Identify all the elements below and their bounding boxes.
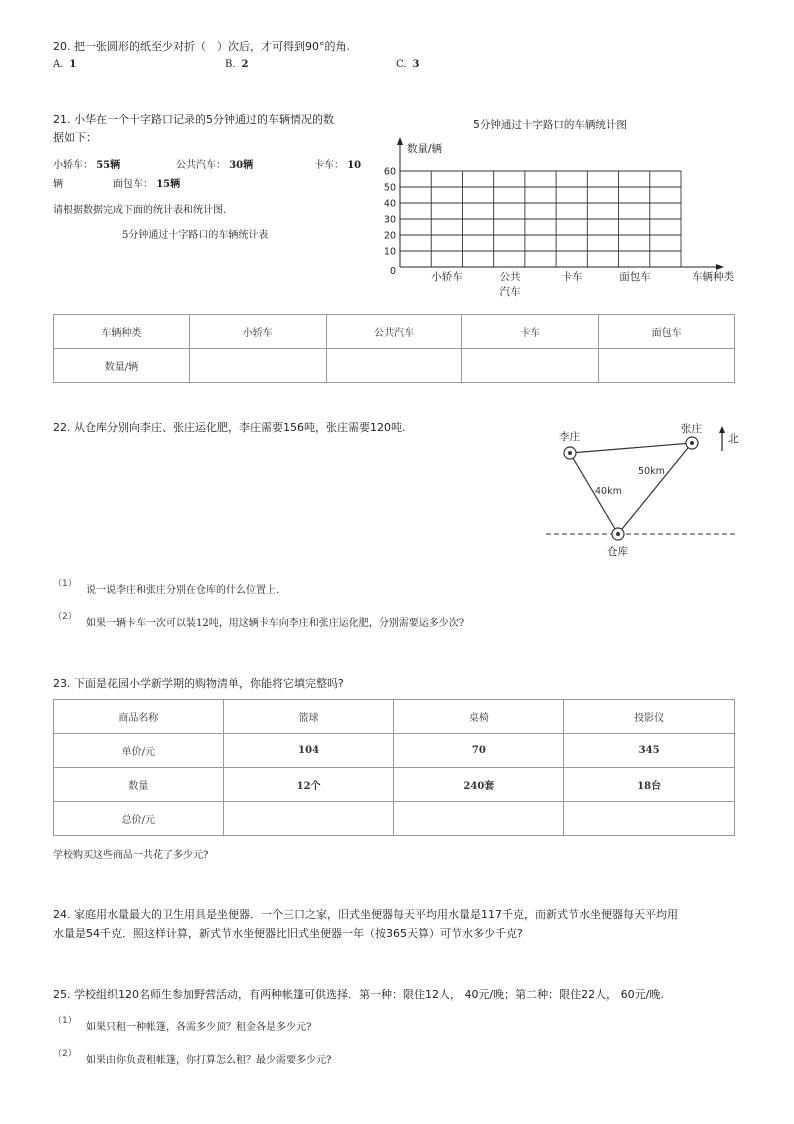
- data-label: 卡车：: [314, 160, 344, 171]
- table-header-cell: 面包车: [599, 315, 735, 349]
- table-header-row: [54, 315, 735, 349]
- shopping-list-table: [53, 699, 735, 836]
- q22-text: 22. 从仓库分别向李庄、张庄运化肥，李庄需要156吨，张庄需要120吨.: [53, 421, 406, 434]
- table-cell-blank[interactable]: [462, 349, 599, 383]
- chart-x-axis-arrow: [716, 264, 724, 270]
- option-value: 3: [412, 59, 420, 70]
- cangku-marker-icon: [612, 528, 624, 540]
- table-row-label: 总价/元: [54, 802, 224, 836]
- q25-sub2-number: （2）: [53, 1049, 77, 1059]
- data-value: 30辆: [229, 160, 254, 171]
- table-cell-blank[interactable]: [564, 802, 735, 836]
- table-row-label: 数量: [54, 768, 224, 802]
- chart-x-tick-label: 卡车: [561, 271, 583, 283]
- q25-sub1-text: 如果只租一种帐篷，各需多少顶？租金各是多少元?: [86, 1022, 312, 1033]
- chart-x-tick-label: 汽车: [499, 286, 521, 298]
- chart-x-tick-label: 小轿车: [431, 271, 463, 283]
- chart-y-axis-label: 数量/辆: [407, 143, 443, 155]
- q25-sub1-number: （1）: [53, 1016, 77, 1026]
- q24-line2: 水量是54千克．照这样计算，新式节水坐便器比旧式坐便器一年（按365天算）可节水多少千克?: [53, 927, 523, 940]
- chart-x-axis-label: 车辆种类: [692, 271, 734, 283]
- map-distance-right: 50km: [638, 466, 665, 477]
- table-header-row: [54, 700, 735, 734]
- table-cell-blank[interactable]: [326, 349, 462, 383]
- table-cell: 70: [394, 734, 564, 768]
- table-row-label: 数量/辆: [54, 349, 190, 383]
- q23-question: 学校购买这些商品一共花了多少元?: [53, 850, 209, 861]
- map-distance-left: 40km: [595, 486, 622, 497]
- route-cangku-zhangzhuang: [618, 443, 692, 534]
- table-row: [54, 734, 735, 768]
- q21-text-line2: 据如下：: [53, 131, 97, 144]
- q22-sub1-text: 说一说李庄和张庄分别在仓库的什么位置上.: [86, 585, 280, 596]
- chart-y-tick-label: 50: [383, 182, 396, 194]
- chart-y-tick-label: 20: [383, 230, 396, 242]
- table-cell-blank[interactable]: [394, 802, 564, 836]
- table-header-cell: 车辆种类: [54, 315, 190, 349]
- chart-y-tick-label: 0: [389, 266, 396, 277]
- zhangzhuang-marker-icon: [686, 437, 698, 449]
- chart-y-tick-label: 60: [383, 166, 396, 178]
- lizhuang-marker-icon: [564, 447, 576, 459]
- q22-sub1-number: （1）: [53, 579, 77, 589]
- table-header-cell: 篮球: [223, 700, 394, 734]
- q21-table-title: 5分钟通过十字路口的车辆统计表: [122, 230, 269, 241]
- data-label: 小轿车：: [53, 160, 93, 171]
- table-cell-blank[interactable]: [599, 349, 735, 383]
- q21-data-car: [53, 156, 120, 171]
- chart-x-tick-label: 面包车: [619, 271, 651, 283]
- chart-x-tick-label: 公共: [499, 271, 521, 283]
- q25-text: 25. 学校组织120名师生参加野营活动，有两种帐篷可供选择．第一种：限住12人， 40元/晚；第二种：限住22人， 60元/晚.: [53, 988, 664, 1001]
- q20-text: 20. 把一张圆形的纸至少对折（ ）次后，才可得到90°的角.: [53, 40, 350, 53]
- table-row-label: 单价/元: [54, 734, 224, 768]
- route-lizhuang-zhangzhuang: [570, 443, 692, 453]
- vehicle-stats-table: [53, 314, 735, 383]
- map-label-zhangzhuang: 张庄: [681, 423, 702, 435]
- table-header-cell: 商品名称: [54, 700, 224, 734]
- location-map: [540, 418, 760, 564]
- data-value: 55辆: [96, 160, 121, 171]
- q20-option-b: [225, 59, 249, 70]
- table-header-cell: 投影仪: [564, 700, 735, 734]
- q22-sub2-text: 如果一辆卡车一次可以装12吨，用这辆卡车向李庄和张庄运化肥，分别需要运多少次?: [86, 618, 465, 629]
- table-cell: 18台: [564, 768, 735, 802]
- option-letter: B.: [225, 59, 236, 70]
- table-cell: 104: [223, 734, 394, 768]
- q23-text: 23. 下面是花园小学新学期的购物清单，你能将它填完整吗?: [53, 677, 344, 690]
- option-letter: A.: [53, 59, 64, 70]
- table-header-cell: 桌椅: [394, 700, 564, 734]
- q21-data-truck: [314, 156, 361, 171]
- table-row: [54, 802, 735, 836]
- chart-title: 5分钟通过十字路口的车辆统计图: [473, 119, 627, 131]
- table-cell: 240套: [394, 768, 564, 802]
- chart-y-tick-label: 30: [383, 214, 396, 226]
- north-label: 北: [728, 433, 739, 445]
- table-cell: 345: [564, 734, 735, 768]
- option-value: 1: [69, 59, 77, 70]
- q21-data-bus: [176, 156, 253, 171]
- table-cell-blank[interactable]: [223, 802, 394, 836]
- table-row: [54, 349, 735, 383]
- table-cell: 12个: [223, 768, 394, 802]
- table-header-cell: 公共汽车: [326, 315, 462, 349]
- chart-y-axis-arrow: [397, 137, 403, 145]
- q21-instruction: 请根据数据完成下面的统计表和统计图.: [53, 205, 227, 216]
- q20-option-c: [396, 59, 419, 70]
- map-label-cangku: 仓库: [607, 546, 628, 558]
- table-header-cell: 小轿车: [189, 315, 326, 349]
- q21-data-wrap: 辆: [53, 179, 63, 190]
- data-value: 10: [347, 160, 362, 171]
- north-arrow-icon: [719, 426, 725, 451]
- q22-sub2-number: （2）: [53, 612, 77, 622]
- chart-y-tick-label: 40: [383, 198, 396, 210]
- q25-sub2-text: 如果由你负责租帐篷，你打算怎么租？最少需要多少元?: [86, 1055, 332, 1066]
- table-row: [54, 768, 735, 802]
- option-value: 2: [241, 59, 249, 70]
- table-header-cell: 卡车: [462, 315, 599, 349]
- q21-text-line1: 21. 小华在一个十字路口记录的5分钟通过的车辆情况的数: [53, 113, 334, 126]
- q21-data-van: [113, 175, 180, 190]
- q24-line1: 24. 家庭用水量最大的卫生用具是坐便器．一个三口之家，旧式坐便器每天平均用水量是117千克，而新式节水坐便器每天平均用: [53, 908, 678, 921]
- q20-option-a: [53, 59, 76, 70]
- data-label: 面包车：: [113, 179, 153, 190]
- data-value: 15辆: [156, 179, 181, 190]
- chart-y-tick-label: 10: [383, 246, 396, 258]
- table-cell-blank[interactable]: [189, 349, 326, 383]
- vehicle-bar-chart: [360, 110, 760, 305]
- data-label: 公共汽车：: [176, 160, 226, 171]
- map-label-lizhuang: 李庄: [559, 431, 580, 443]
- option-letter: C.: [396, 59, 407, 70]
